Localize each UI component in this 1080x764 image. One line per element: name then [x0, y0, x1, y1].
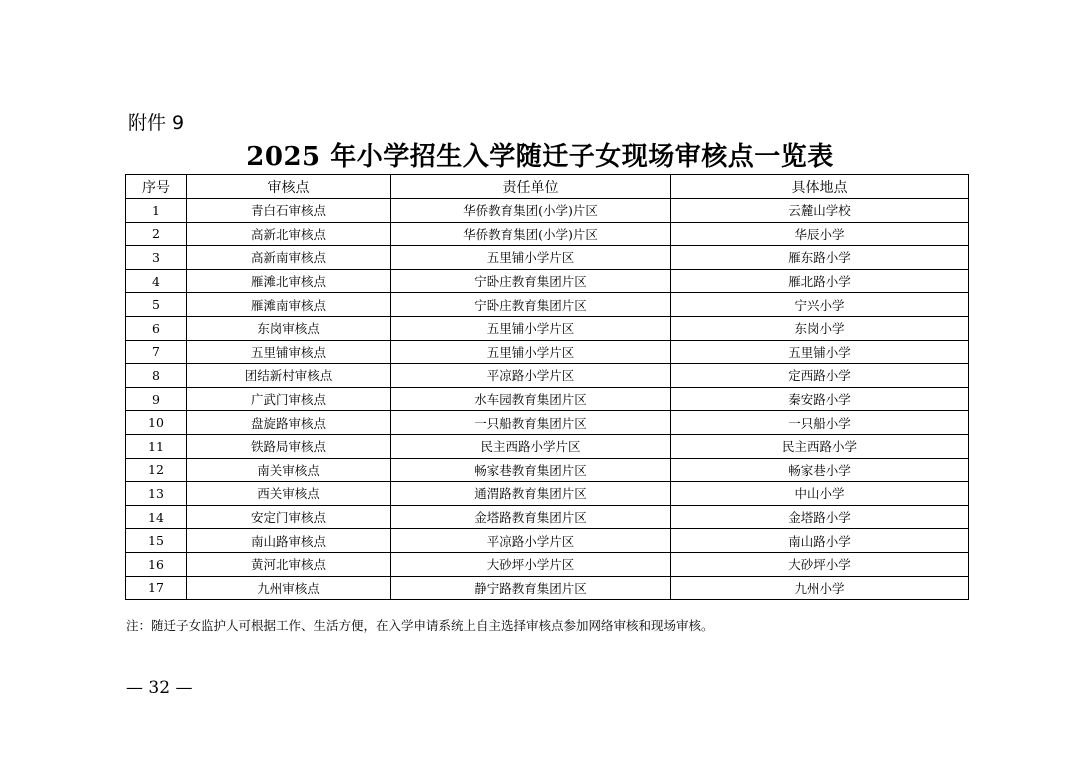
table-row — [126, 458, 969, 482]
document-title: 2025 年小学招生入学随迁子女现场审核点一览表 — [246, 142, 834, 172]
table-body — [126, 199, 969, 600]
cell-review-point: 黄河北审核点 — [187, 552, 391, 576]
header-location: 具体地点 — [671, 175, 969, 199]
table-row — [126, 222, 969, 246]
cell-review-point: 南关审核点 — [187, 458, 391, 482]
table-row — [126, 387, 969, 411]
cell-review-point: 铁路局审核点 — [187, 434, 391, 458]
cell-review-point: 西关审核点 — [187, 482, 391, 506]
cell-responsible-unit: 平凉路小学片区 — [391, 529, 671, 553]
cell-location: 南山路小学 — [671, 529, 969, 553]
table-row — [126, 482, 969, 506]
header-review-point: 审核点 — [187, 175, 391, 199]
table-row — [126, 340, 969, 364]
cell-responsible-unit: 宁卧庄教育集团片区 — [391, 293, 671, 317]
cell-location: 华辰小学 — [671, 222, 969, 246]
cell-location: 宁兴小学 — [671, 293, 969, 317]
table-row — [126, 199, 969, 223]
cell-responsible-unit: 水车园教育集团片区 — [391, 387, 671, 411]
review-points-table — [125, 174, 969, 600]
cell-review-point: 东岗审核点 — [187, 316, 391, 340]
cell-review-point: 雁滩北审核点 — [187, 269, 391, 293]
cell-seq: 14 — [126, 505, 187, 529]
cell-responsible-unit: 民主西路小学片区 — [391, 434, 671, 458]
table-row — [126, 552, 969, 576]
cell-seq: 12 — [126, 458, 187, 482]
cell-location: 金塔路小学 — [671, 505, 969, 529]
table-row — [126, 364, 969, 388]
cell-location: 雁东路小学 — [671, 246, 969, 270]
cell-location: 大砂坪小学 — [671, 552, 969, 576]
cell-location: 畅家巷小学 — [671, 458, 969, 482]
cell-responsible-unit: 静宁路教育集团片区 — [391, 576, 671, 600]
cell-responsible-unit: 五里铺小学片区 — [391, 246, 671, 270]
cell-seq: 4 — [126, 269, 187, 293]
table-row — [126, 529, 969, 553]
footnote: 注：随迁子女监护人可根据工作、生活方便，在入学申请系统上自主选择审核点参加网络审核和现场审核。 — [126, 618, 714, 633]
table-row — [126, 316, 969, 340]
table-row — [126, 411, 969, 435]
attachment-label: 附件 9 — [128, 112, 185, 134]
table-row — [126, 246, 969, 270]
cell-responsible-unit: 宁卧庄教育集团片区 — [391, 269, 671, 293]
cell-seq: 2 — [126, 222, 187, 246]
cell-location: 五里铺小学 — [671, 340, 969, 364]
cell-responsible-unit: 通渭路教育集团片区 — [391, 482, 671, 506]
cell-review-point: 高新南审核点 — [187, 246, 391, 270]
cell-responsible-unit: 畅家巷教育集团片区 — [391, 458, 671, 482]
cell-review-point: 南山路审核点 — [187, 529, 391, 553]
cell-responsible-unit: 华侨教育集团(小学)片区 — [391, 222, 671, 246]
cell-seq: 6 — [126, 316, 187, 340]
cell-location: 中山小学 — [671, 482, 969, 506]
cell-responsible-unit: 金塔路教育集团片区 — [391, 505, 671, 529]
cell-seq: 11 — [126, 434, 187, 458]
cell-responsible-unit: 平凉路小学片区 — [391, 364, 671, 388]
table-row — [126, 293, 969, 317]
cell-location: 九州小学 — [671, 576, 969, 600]
table-row — [126, 505, 969, 529]
cell-location: 云麓山学校 — [671, 199, 969, 223]
cell-location: 秦安路小学 — [671, 387, 969, 411]
cell-responsible-unit: 五里铺小学片区 — [391, 316, 671, 340]
table-row — [126, 576, 969, 600]
cell-seq: 7 — [126, 340, 187, 364]
table-row — [126, 269, 969, 293]
cell-location: 雁北路小学 — [671, 269, 969, 293]
cell-review-point: 雁滩南审核点 — [187, 293, 391, 317]
cell-review-point: 五里铺审核点 — [187, 340, 391, 364]
cell-seq: 10 — [126, 411, 187, 435]
cell-review-point: 团结新村审核点 — [187, 364, 391, 388]
cell-seq: 15 — [126, 529, 187, 553]
cell-seq: 17 — [126, 576, 187, 600]
cell-responsible-unit: 一只船教育集团片区 — [391, 411, 671, 435]
table-header-row — [126, 175, 969, 199]
cell-responsible-unit: 华侨教育集团(小学)片区 — [391, 199, 671, 223]
cell-review-point: 安定门审核点 — [187, 505, 391, 529]
header-responsible-unit: 责任单位 — [391, 175, 671, 199]
cell-responsible-unit: 五里铺小学片区 — [391, 340, 671, 364]
cell-seq: 16 — [126, 552, 187, 576]
cell-review-point: 九州审核点 — [187, 576, 391, 600]
cell-location: 一只船小学 — [671, 411, 969, 435]
table-row — [126, 434, 969, 458]
cell-seq: 13 — [126, 482, 187, 506]
cell-review-point: 盘旋路审核点 — [187, 411, 391, 435]
cell-seq: 1 — [126, 199, 187, 223]
cell-seq: 8 — [126, 364, 187, 388]
page-number: — 32 — — [126, 678, 193, 698]
header-seq: 序号 — [126, 175, 187, 199]
cell-location: 定西路小学 — [671, 364, 969, 388]
cell-seq: 3 — [126, 246, 187, 270]
cell-review-point: 高新北审核点 — [187, 222, 391, 246]
cell-review-point: 青白石审核点 — [187, 199, 391, 223]
cell-location: 东岗小学 — [671, 316, 969, 340]
cell-location: 民主西路小学 — [671, 434, 969, 458]
cell-responsible-unit: 大砂坪小学片区 — [391, 552, 671, 576]
cell-seq: 9 — [126, 387, 187, 411]
cell-seq: 5 — [126, 293, 187, 317]
cell-review-point: 广武门审核点 — [187, 387, 391, 411]
